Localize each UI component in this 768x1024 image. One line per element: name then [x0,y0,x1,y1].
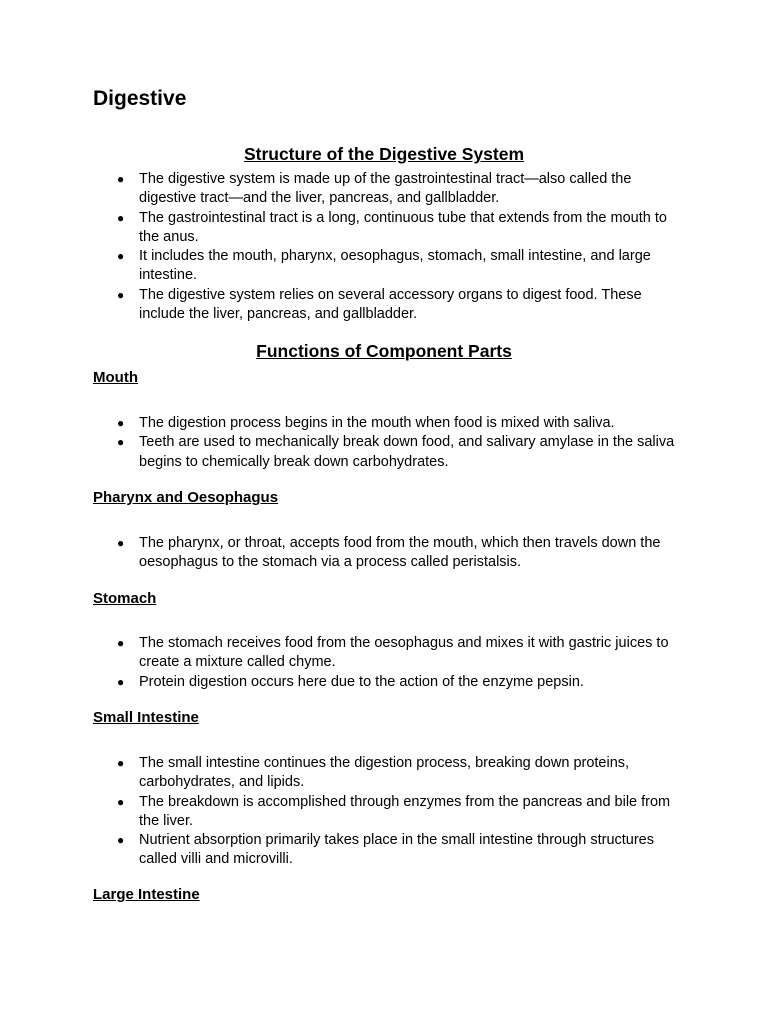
list-item-text: Protein digestion occurs here due to the action of the enzyme pepsin. [139,673,584,690]
list-item-text: Teeth are used to mechanically break down food, and salivary amylase in the saliva begins to chemically break down carbohydrates. [139,434,675,470]
bullet-icon: ● [117,287,125,302]
list-item-text: The breakdown is accomplished through enzymes from the pancreas and bile from the liver. [139,793,671,829]
list-item [93,433,683,472]
bullet-icon: ● [117,756,125,770]
list-item-text: The digestive system is made up of the gastrointestinal tract—also called the digestive tract—and the liver, pancreas, and gallbladder. [139,171,632,207]
small-intestine-heading: Small Intestine [93,709,199,726]
list-item-text: It includes the mouth, pharynx, oesophagus, stomach, small intestine, and large intestine. [139,248,651,284]
list-item-text: The digestion process begins in the mouth when food is mixed with saliva. [139,415,615,431]
list-item-text: The gastrointestinal tract is a long, continuous tube that extends from the mouth to the anus. [139,209,667,245]
list-item [93,831,683,870]
list-item [93,209,683,248]
bullet-icon: ● [117,416,125,430]
mouth-bullet-list [93,414,683,472]
bullet-icon: ● [117,536,125,550]
small-intestine-bullet-list [93,754,683,870]
structure-heading: Structure of the Digestive System [243,144,525,164]
list-item [93,414,683,433]
bullet-icon: ● [117,172,125,186]
list-item [93,793,683,832]
functions-heading: Functions of Component Parts [256,341,512,361]
list-item [93,170,683,209]
mouth-heading: Mouth [93,369,138,386]
bullet-icon: ● [117,435,125,450]
list-item-text: Nutrient absorption primarily takes place in the small intestine through structures called villi and microvilli. [139,832,654,868]
list-item [93,286,683,325]
document-title: Digestive [93,87,187,110]
bullet-icon: ● [117,210,125,225]
bullet-icon: ● [117,833,125,848]
pharynx-heading: Pharynx and Oesophagus [93,489,279,506]
list-item [93,673,683,692]
structure-bullet-list [93,170,683,324]
list-item-text: The pharynx, or throat, accepts food from the mouth, which then travels down the oesophagus to the stomach via a process called peristalsis. [139,535,661,571]
list-item [93,754,683,793]
list-item-text: The stomach receives food from the oesophagus and mixes it with gastric juices to create a mixture called chyme. [139,635,669,671]
large-intestine-heading: Large Intestine [93,886,200,903]
bullet-icon: ● [117,794,125,809]
list-item [93,247,683,286]
stomach-bullet-list [93,634,683,692]
bullet-icon: ● [117,636,125,650]
list-item [93,634,683,673]
list-item-text: The digestive system relies on several accessory organs to digest food. These include the liver, pancreas, and gallbladder. [139,286,642,323]
bullet-icon: ● [117,249,125,264]
stomach-heading: Stomach [93,590,157,607]
list-item [93,534,683,573]
pharynx-bullet-list [93,534,683,573]
list-item-text: The small intestine continues the digestion process, breaking down proteins, carbohydrates, and lipids. [139,755,630,791]
bullet-icon: ● [117,674,125,689]
